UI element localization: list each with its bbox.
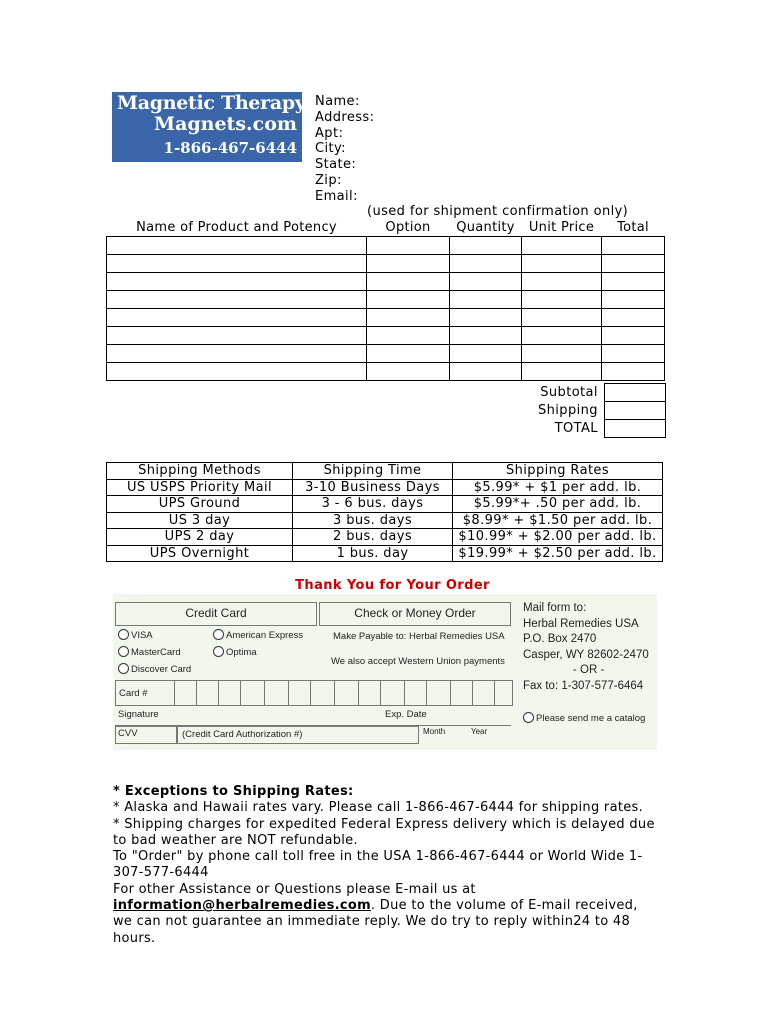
shipping-method: US USPS Priority Mail: [107, 479, 293, 496]
unit-price-cell[interactable]: [522, 291, 602, 309]
shipping-method: US 3 day: [107, 512, 293, 529]
shipping-rate: $5.99* + $1 per add. lb.: [453, 479, 663, 496]
option-cell[interactable]: [367, 291, 450, 309]
total-cell[interactable]: [602, 237, 665, 255]
mail-line: Herbal Remedies USA: [523, 617, 639, 630]
product-cell[interactable]: [107, 255, 367, 273]
product-cell[interactable]: [107, 345, 367, 363]
option-cell[interactable]: [367, 255, 450, 273]
email-note-text: . Due to the volume of E-mail received, we can not guarantee an immediate reply. We do try to reply within24 to 48 hours.: [113, 898, 638, 946]
total-cell[interactable]: [602, 309, 665, 327]
quantity-cell[interactable]: [450, 309, 522, 327]
catalog-label: Please send me a catalog: [536, 713, 646, 724]
logo-line-1: Magnetic Therapy: [117, 92, 306, 114]
subtotal-label: Subtotal: [540, 385, 598, 400]
quantity-cell[interactable]: [450, 327, 522, 345]
mastercard-label: MasterCard: [131, 647, 181, 658]
shipping-time: 3 - 6 bus. days: [293, 496, 453, 513]
city-field-label: City:: [315, 141, 346, 157]
shipping-label: Shipping: [538, 403, 598, 418]
email-field-label: Email:: [315, 188, 358, 204]
email-link[interactable]: information@herbalremedies.com: [113, 898, 371, 914]
total-box[interactable]: [604, 420, 665, 438]
address-field-label: Address:: [315, 109, 375, 125]
shipping-notes: [113, 784, 658, 947]
table-row[interactable]: [107, 291, 665, 309]
year-label: Year: [471, 727, 488, 736]
payment-form: [113, 594, 657, 750]
shipping-method: UPS 2 day: [107, 529, 293, 546]
authorization-field[interactable]: [177, 726, 419, 744]
unit-price-cell[interactable]: [522, 237, 602, 255]
quantity-cell[interactable]: [450, 255, 522, 273]
total-cell[interactable]: [602, 363, 665, 381]
western-union-text: We also accept Western Union payments: [331, 656, 505, 667]
optima-label: Optima: [226, 647, 257, 658]
shipping-rate: $5.99*+ .50 per add. lb.: [453, 496, 663, 513]
total-cell[interactable]: [602, 327, 665, 345]
shipping-rates-header: Shipping Rates: [453, 463, 663, 480]
mail-line: Mail form to:: [523, 602, 587, 614]
subtotal-box[interactable]: [604, 384, 665, 402]
table-row[interactable]: [107, 255, 665, 273]
quantity-cell[interactable]: [450, 273, 522, 291]
assistance-note: For other Assistance or Questions please E-mail us at: [113, 881, 476, 897]
table-row: [107, 529, 663, 546]
option-cell[interactable]: [367, 273, 450, 291]
unit-price-cell[interactable]: [522, 345, 602, 363]
quantity-cell[interactable]: [450, 345, 522, 363]
shipping-table-header: [107, 463, 663, 480]
shipping-methods-header: Shipping Methods: [107, 463, 293, 480]
shipping-time: 2 bus. days: [293, 529, 453, 546]
mail-line: P.O. Box 2470: [523, 633, 597, 646]
amex-option[interactable]: [213, 629, 303, 641]
product-cell[interactable]: [107, 327, 367, 345]
exceptions-heading: * Exceptions to Shipping Rates:: [113, 784, 354, 799]
shipping-rate: $10.99* + $2.00 per add. lb.: [453, 529, 663, 546]
authorization-label: (Credit Card Authorization #): [182, 729, 303, 740]
total-cell[interactable]: [602, 345, 665, 363]
signature-label: Signature: [118, 709, 159, 720]
check-money-order-title: Check or Money Order: [319, 602, 511, 626]
card-number-field[interactable]: [115, 680, 513, 706]
thank-you-message: Thank You for Your Order: [295, 578, 490, 593]
company-logo: [112, 92, 306, 162]
shipping-rate: $19.99* + $2.50 per add. lb.: [453, 545, 663, 562]
radio-icon: [213, 629, 224, 640]
shipping-box[interactable]: [604, 402, 665, 420]
cvv-label: CVV: [118, 728, 138, 739]
credit-card-title: Credit Card: [115, 602, 317, 626]
alaska-hawaii-note: * Alaska and Hawaii rates vary. Please call 1-866-467-6444 for shipping rates.: [113, 800, 644, 816]
logo-phone: 1-866-467-6444: [163, 139, 297, 157]
unit-price-cell[interactable]: [522, 327, 602, 345]
unit-price-column-header: Unit Price: [522, 219, 602, 237]
shipping-time-header: Shipping Time: [293, 463, 453, 480]
product-cell[interactable]: [107, 273, 367, 291]
order-table-header: [107, 219, 665, 237]
shipping-rate: $8.99* + $1.50 per add. lb.: [453, 512, 663, 529]
product-column-header: Name of Product and Potency: [107, 219, 367, 237]
product-cell[interactable]: [107, 363, 367, 381]
table-row[interactable]: [107, 309, 665, 327]
unit-price-cell[interactable]: [522, 273, 602, 291]
fedex-note: * Shipping charges for expedited Federal Express delivery which is delayed due to bad weather are NOT refundable.: [113, 816, 655, 848]
logo-line-2: Magnets.com: [154, 113, 297, 135]
product-cell[interactable]: [107, 309, 367, 327]
mail-line: Casper, WY 82602-2470: [523, 648, 649, 661]
shipping-method: UPS Overnight: [107, 545, 293, 562]
exp-date-label: Exp. Date: [385, 709, 427, 720]
payable-to-text: Make Payable to: Herbal Remedies USA: [333, 631, 505, 642]
shipping-time: 1 bus. day: [293, 545, 453, 562]
radio-icon: [213, 646, 224, 657]
shipping-time: 3-10 Business Days: [293, 479, 453, 496]
table-row[interactable]: [107, 345, 665, 363]
name-field-label: Name:: [315, 94, 360, 109]
shipping-method: UPS Ground: [107, 496, 293, 513]
option-cell[interactable]: [367, 309, 450, 327]
table-row[interactable]: [107, 237, 665, 255]
table-row[interactable]: [107, 327, 665, 345]
mail-line: - OR -: [573, 664, 605, 677]
card-number-label: Card #: [119, 688, 148, 699]
product-cell[interactable]: [107, 291, 367, 309]
month-label: Month: [423, 727, 446, 736]
totals-table: [538, 383, 666, 438]
total-label: TOTAL: [554, 421, 598, 436]
total-column-header: Total: [602, 219, 665, 237]
apt-field-label: Apt:: [315, 125, 344, 141]
option-column-header: Option: [367, 219, 450, 237]
product-cell[interactable]: [107, 237, 367, 255]
optima-option[interactable]: [213, 646, 257, 658]
quantity-column-header: Quantity: [450, 219, 522, 237]
discover-option[interactable]: [118, 663, 191, 675]
radio-icon: [118, 629, 129, 640]
shipment-note: (used for shipment confirmation only): [367, 204, 629, 219]
quantity-cell[interactable]: [450, 363, 522, 381]
option-cell[interactable]: [367, 327, 450, 345]
option-cell[interactable]: [367, 345, 450, 363]
radio-icon: [118, 663, 129, 674]
table-row[interactable]: [107, 273, 665, 291]
radio-icon: [118, 646, 129, 657]
table-row[interactable]: [107, 363, 665, 381]
mastercard-option[interactable]: [118, 646, 181, 658]
zip-field-label: Zip:: [315, 172, 342, 188]
table-row: [107, 496, 663, 513]
email-note: [113, 898, 658, 947]
total-cell[interactable]: [602, 273, 665, 291]
customer-fields: [315, 94, 374, 205]
table-row: [107, 512, 663, 529]
discover-label: Discover Card: [131, 664, 192, 675]
catalog-option[interactable]: [523, 712, 645, 724]
total-cell[interactable]: [602, 255, 665, 273]
cvv-field[interactable]: [115, 726, 177, 744]
total-cell[interactable]: [602, 291, 665, 309]
shipping-time: 3 bus. days: [293, 512, 453, 529]
table-row: [107, 479, 663, 496]
visa-option[interactable]: [118, 629, 153, 641]
unit-price-cell[interactable]: [522, 255, 602, 273]
option-cell[interactable]: [367, 363, 450, 381]
radio-icon: [523, 712, 534, 723]
state-field-label: State:: [315, 157, 357, 173]
quantity-cell[interactable]: [450, 291, 522, 309]
visa-label: VISA: [131, 630, 153, 641]
amex-label: American Express: [226, 630, 304, 641]
mail-line: Fax to: 1-307-577-6464: [523, 679, 644, 692]
unit-price-cell[interactable]: [522, 309, 602, 327]
unit-price-cell[interactable]: [522, 363, 602, 381]
option-cell[interactable]: [367, 237, 450, 255]
mail-to-block: [523, 601, 649, 695]
quantity-cell[interactable]: [450, 237, 522, 255]
table-row: [107, 545, 663, 562]
phone-order-note: To "Order" by phone call toll free in the USA 1-866-467-6444 or World Wide 1-307-577-6444: [113, 849, 643, 881]
signature-field[interactable]: [115, 705, 511, 726]
shipping-rates-table: [106, 462, 663, 562]
order-table: [106, 219, 665, 381]
